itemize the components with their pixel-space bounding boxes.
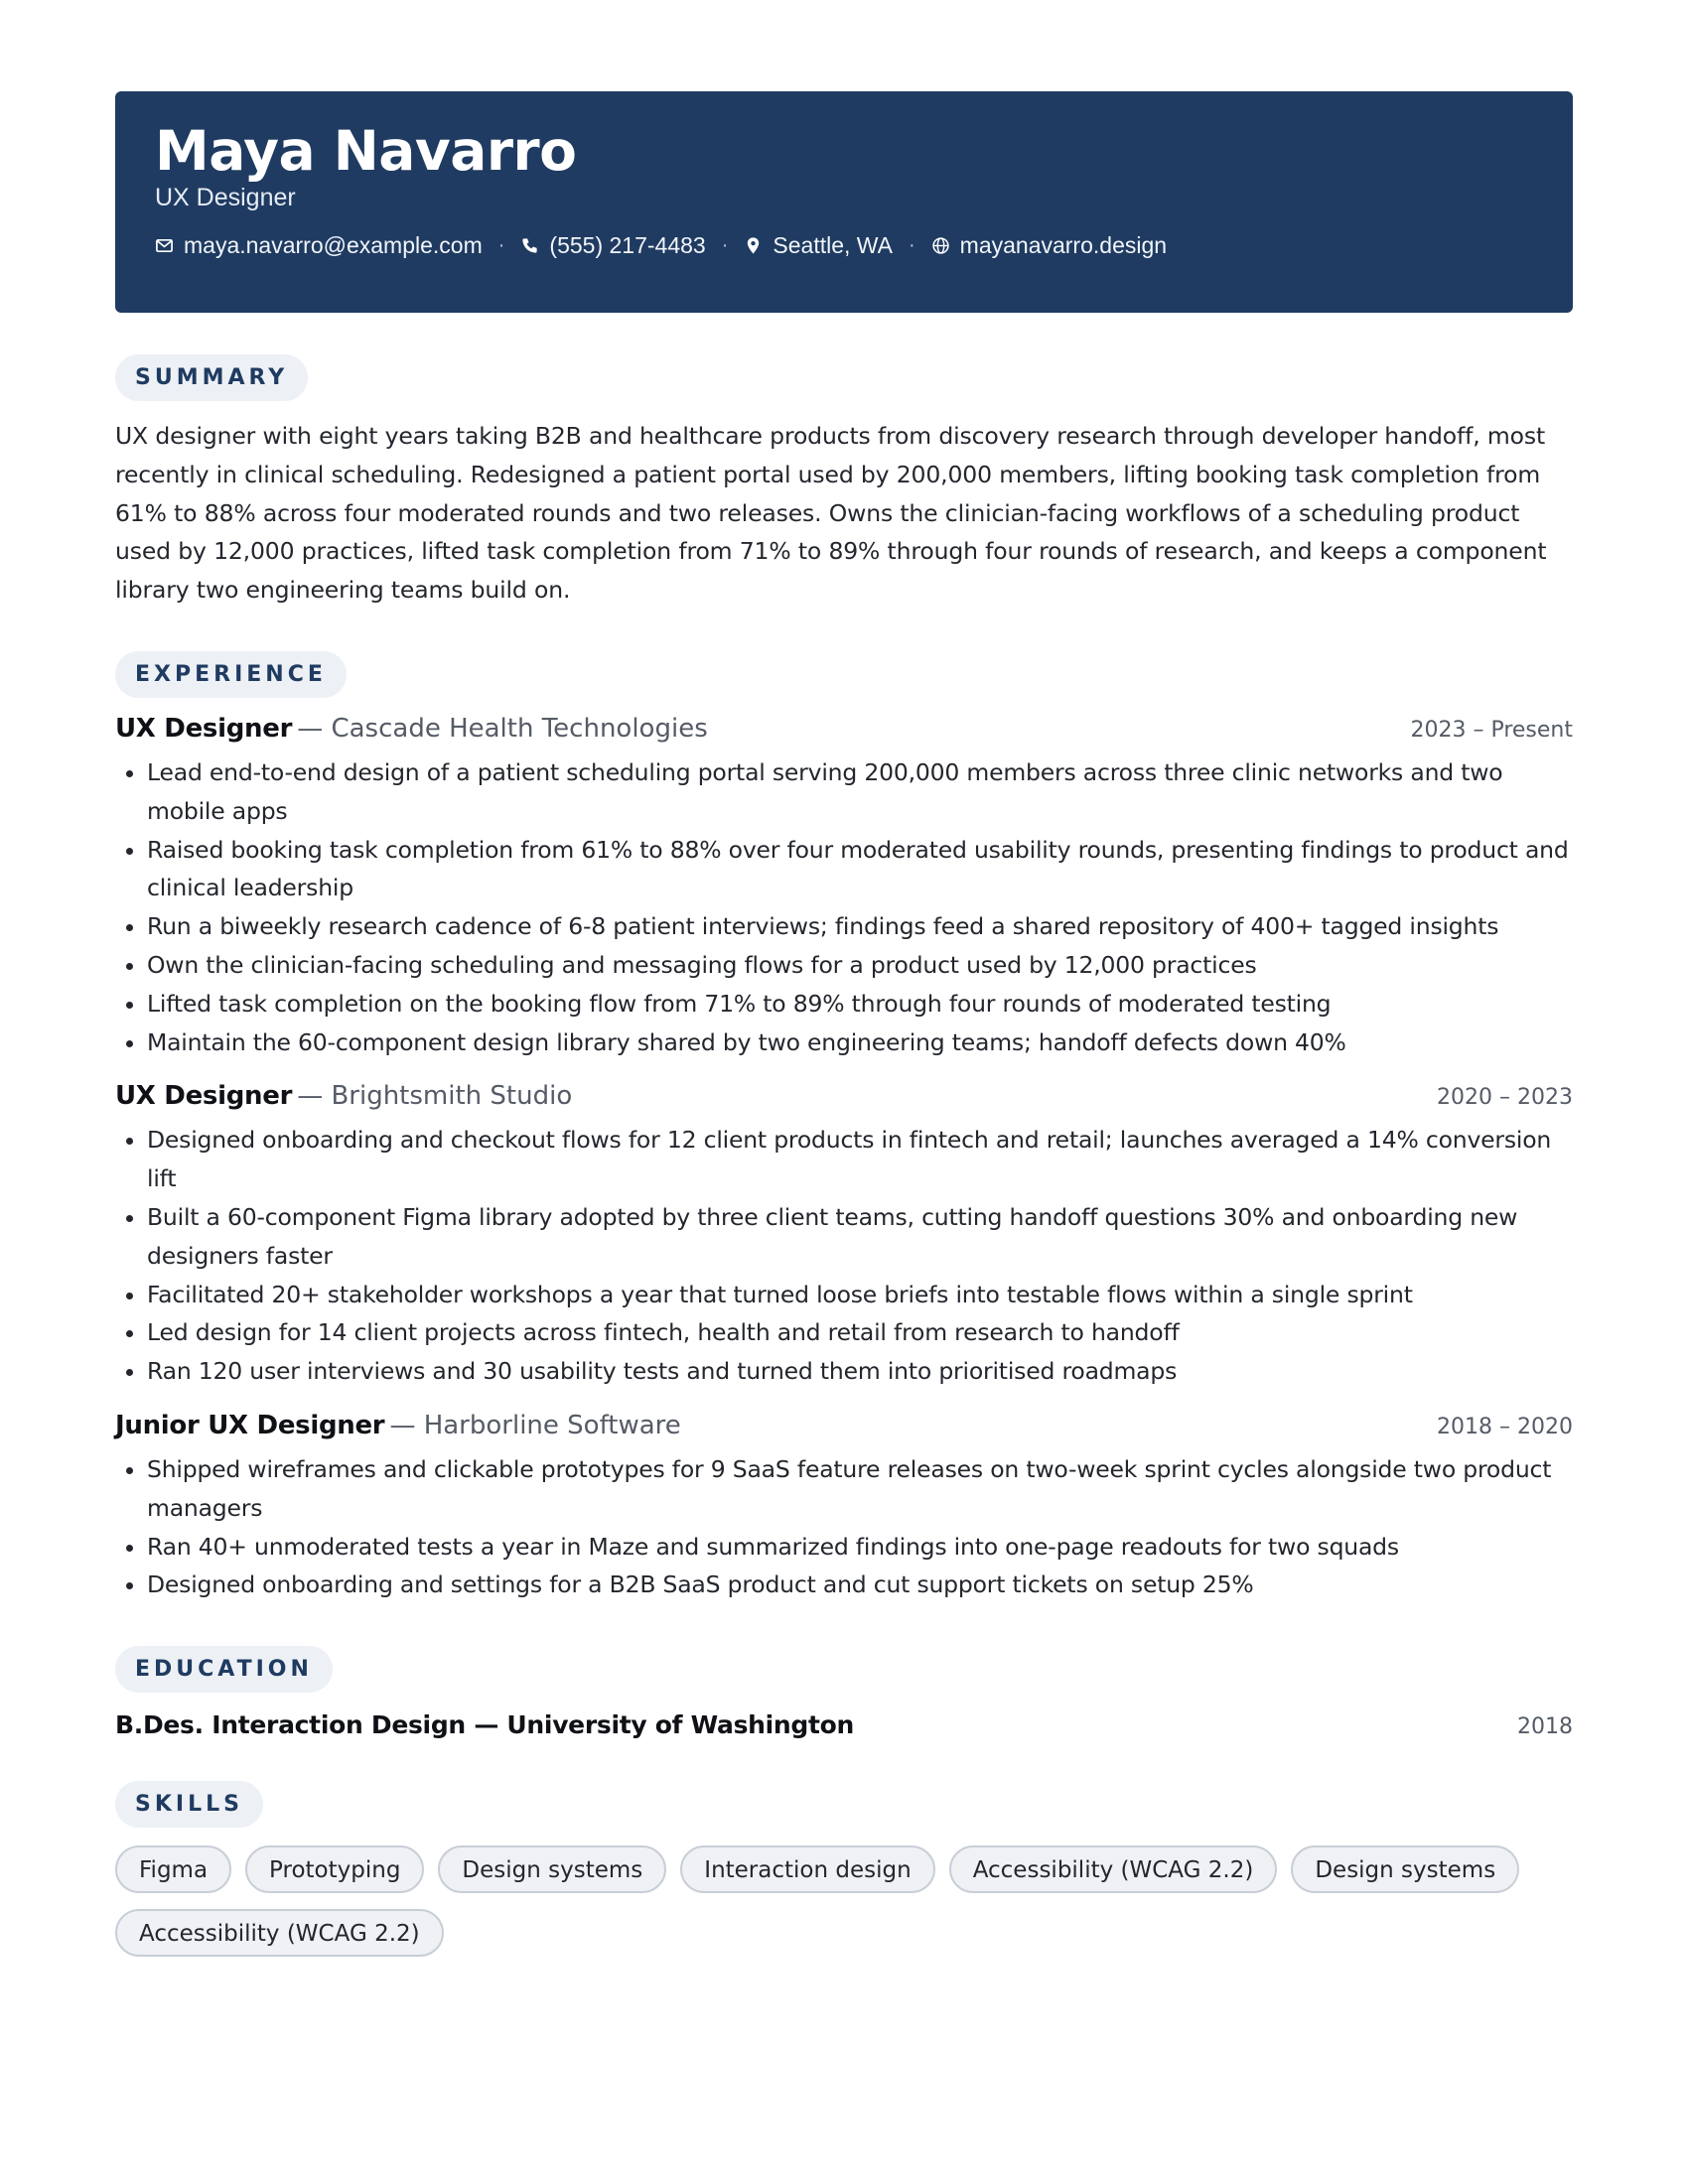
job-bullet: • Facilitated 20+ stakeholder workshops a year that turned loose briefs into testable flows within a single sprint bbox=[147, 1276, 1573, 1314]
candidate-name: Maya Navarro bbox=[155, 119, 577, 183]
skill-chip: Prototyping bbox=[245, 1845, 424, 1893]
job-bullet: • Raised booking task completion from 61% to 88% over four moderated usability rounds, presenting findings to product and clinical leadership bbox=[147, 831, 1573, 908]
phone-icon bbox=[520, 236, 539, 255]
job-bullet: • Built a 60-component Figma library adopted by three client teams, cutting handoff questions 30% and onboarding new designers faster bbox=[147, 1198, 1573, 1276]
job-bullet: • Run a biweekly research cadence of 6-8 patient interviews; findings feed a shared repository of 400+ tagged insights bbox=[147, 907, 1573, 946]
contact-email-text: maya.navarro@example.com bbox=[184, 231, 483, 258]
job-bullet: • Led design for 14 client projects across fintech, health and retail from research to handoff bbox=[147, 1313, 1573, 1352]
contact-separator: · bbox=[497, 233, 505, 256]
resume-page bbox=[115, 91, 1573, 1957]
contact-separator: · bbox=[721, 233, 729, 256]
globe-icon bbox=[931, 236, 950, 255]
job-title: UX Designer bbox=[115, 1081, 293, 1112]
education-entry bbox=[115, 1710, 1573, 1739]
skills-section bbox=[115, 1781, 1573, 1957]
experience-section bbox=[115, 651, 1573, 1604]
contact-website[interactable] bbox=[931, 232, 1167, 259]
skill-chip: Interaction design bbox=[680, 1845, 934, 1893]
education-year: 2018 bbox=[1517, 1714, 1573, 1740]
job-dates: 2020 – 2023 bbox=[1437, 1085, 1573, 1111]
job-dates: 2023 – Present bbox=[1410, 717, 1573, 743]
section-heading-skills: SKILLS bbox=[115, 1781, 263, 1828]
job-entry bbox=[115, 1081, 1573, 1391]
job-bullet: • Designed onboarding and checkout flows for 12 client products in fintech and retail; launches averaged a 14% conversion lift bbox=[147, 1121, 1573, 1198]
education-section bbox=[115, 1646, 1573, 1739]
section-heading-education: EDUCATION bbox=[115, 1646, 333, 1693]
resume-header bbox=[115, 91, 1573, 313]
section-heading-summary: SUMMARY bbox=[115, 354, 308, 401]
job-bullet: • Maintain the 60-component design library shared by two engineering teams; handoff defects down 40% bbox=[147, 1024, 1573, 1062]
contact-row bbox=[155, 232, 1533, 259]
mail-icon bbox=[155, 236, 174, 255]
job-bullets bbox=[115, 753, 1573, 1061]
job-dates: 2018 – 2020 bbox=[1437, 1414, 1573, 1439]
job-bullet: • Ran 40+ unmoderated tests a year in Maze and summarized findings into one-page readouts for two squads bbox=[147, 1528, 1573, 1567]
job-bullets bbox=[115, 1450, 1573, 1604]
job-bullet: • Ran 120 user interviews and 30 usability tests and turned them into prioritised roadmaps bbox=[147, 1352, 1573, 1391]
job-company: Harborline Software bbox=[423, 1410, 681, 1440]
section-heading-experience: EXPERIENCE bbox=[115, 651, 347, 698]
job-dash: — bbox=[389, 1410, 424, 1440]
contact-email[interactable] bbox=[155, 232, 483, 259]
job-header bbox=[115, 1081, 1573, 1111]
summary-text: UX designer with eight years taking B2B and healthcare products from discovery research through developer handoff, most recently in clinical scheduling. Redesigned a patient portal used by 200,000 members, lifting booking task completion from 61% to 88% across four moderated rounds and two releases. Owns the clinician-facing workflows of a scheduling product used by 12,000 practices, lifted task completion from 71% to 89% through four rounds of research, and keeps a component library two engineering teams build on. bbox=[115, 422, 1547, 605]
job-bullets bbox=[115, 1121, 1573, 1391]
skill-chip: Design systems bbox=[1291, 1845, 1519, 1893]
contact-location-text: Seattle, WA bbox=[773, 231, 893, 258]
job-title: Junior UX Designer bbox=[115, 1410, 385, 1440]
job-bullet: • Shipped wireframes and clickable prototypes for 9 SaaS feature releases on two-week sprint cycles alongside two product managers bbox=[147, 1450, 1573, 1528]
education-degree: B.Des. Interaction Design — University of Washington bbox=[115, 1710, 855, 1740]
skill-chip: Accessibility (WCAG 2.2) bbox=[949, 1845, 1278, 1893]
job-entry bbox=[115, 714, 1573, 1061]
contact-separator: · bbox=[908, 233, 915, 256]
job-header bbox=[115, 1411, 1573, 1440]
contact-website-text: mayanavarro.design bbox=[959, 231, 1168, 258]
job-dash: — bbox=[297, 1081, 332, 1112]
job-title: UX Designer bbox=[115, 713, 293, 744]
job-header bbox=[115, 714, 1573, 744]
candidate-role: UX Designer bbox=[155, 183, 296, 211]
job-bullet: • Designed onboarding and settings for a B2B SaaS product and cut support tickets on setup 25% bbox=[147, 1566, 1573, 1604]
job-bullet: • Lead end-to-end design of a patient scheduling portal serving 200,000 members across three clinic networks and two mobile apps bbox=[147, 753, 1573, 831]
skill-chip: Design systems bbox=[438, 1845, 666, 1893]
contact-location bbox=[744, 232, 893, 259]
job-bullet: • Own the clinician-facing scheduling and messaging flows for a product used by 12,000 practices bbox=[147, 946, 1573, 985]
contact-phone[interactable] bbox=[520, 232, 705, 259]
job-dash: — bbox=[297, 713, 332, 744]
skills-list bbox=[115, 1845, 1545, 1957]
job-company: Cascade Health Technologies bbox=[331, 713, 708, 744]
location-pin-icon bbox=[744, 236, 763, 255]
contact-phone-text: (555) 217-4483 bbox=[549, 231, 706, 258]
job-entry bbox=[115, 1411, 1573, 1604]
summary-section bbox=[115, 354, 1573, 610]
job-bullet: • Lifted task completion on the booking flow from 71% to 89% through four rounds of moderated testing bbox=[147, 985, 1573, 1024]
skill-chip: Figma bbox=[115, 1845, 231, 1893]
job-company: Brightsmith Studio bbox=[331, 1081, 573, 1112]
skill-chip: Accessibility (WCAG 2.2) bbox=[115, 1909, 444, 1957]
